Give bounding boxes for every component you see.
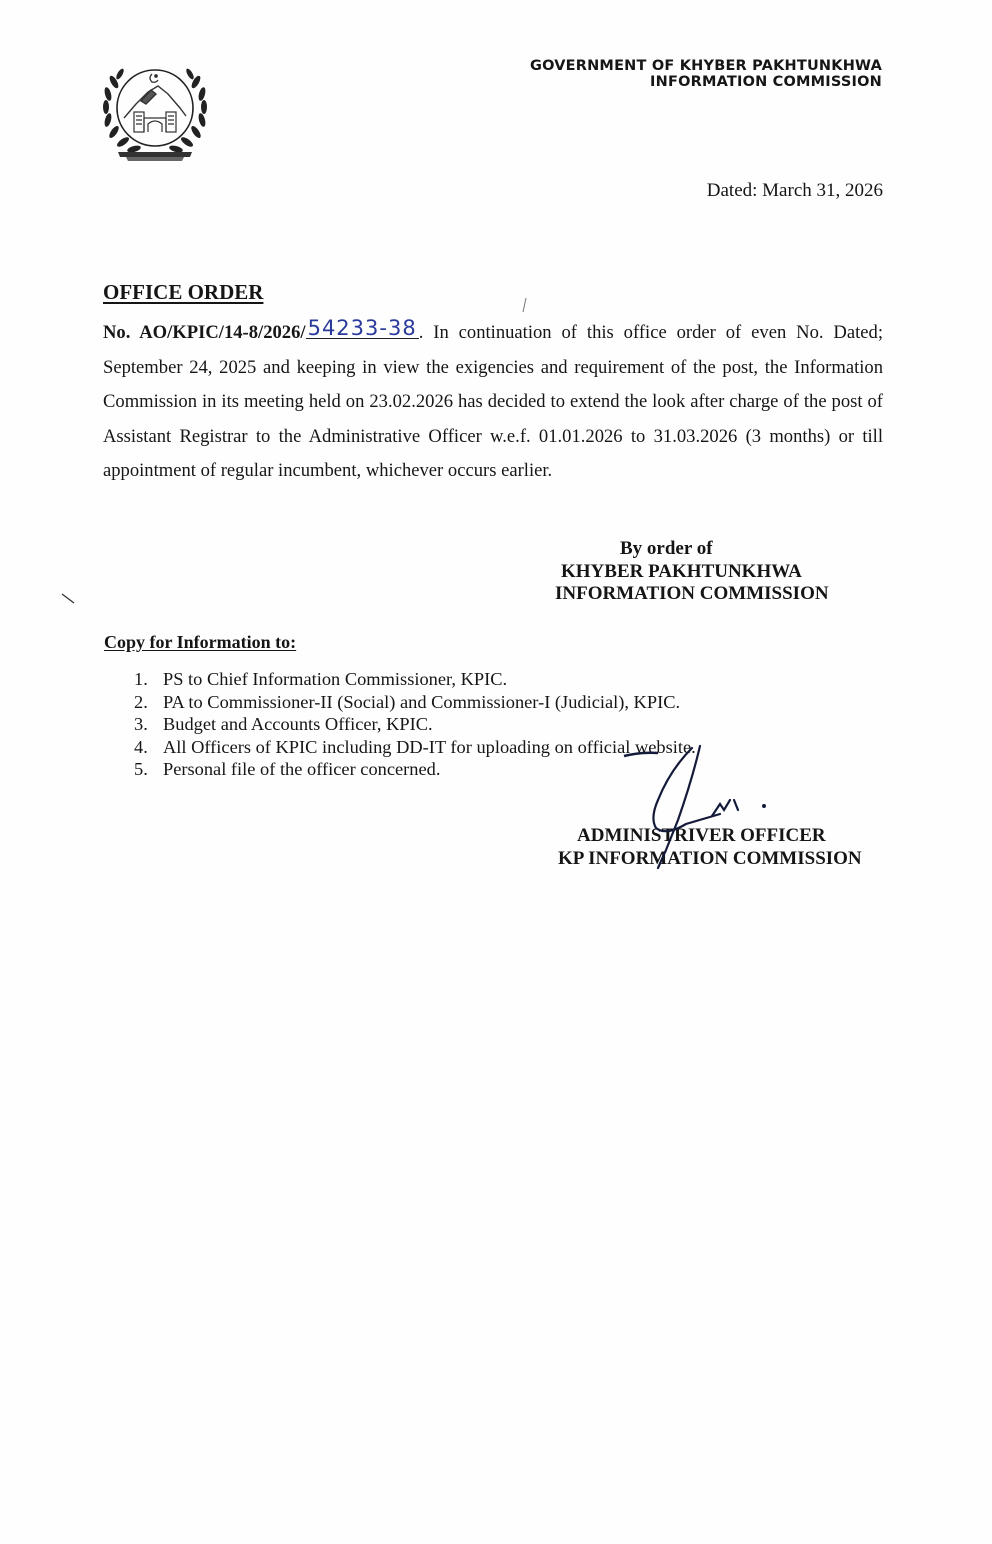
by-order-province: KHYBER PAKHTUNKHWA <box>561 560 802 582</box>
copy-item-number: 3. <box>134 714 148 734</box>
copy-item-text: All Officers of KPIC including DD-IT for uploading on official website. <box>163 736 696 757</box>
document-date: Dated: March 31, 2026 <box>706 180 883 201</box>
copy-item-text: Budget and Accounts Officer, KPIC. <box>163 714 433 734</box>
by-order-line: By order of <box>620 538 713 559</box>
order-body-text: . In continuation of this office order of even No. Dated; September 24, 2025 and keeping in view the exigencies and requirement of the post, the Information Commission in its meeting held on 23.02.2026 has decided to extend the look after charge of the post of Assistant Registrar to the Administrative Officer w.e.f. 01.01.2026 to 31.03.2026 (3 months) or till appointment of regular incumbent, whichever occurs earlier. <box>103 322 883 481</box>
order-reference: No. AO/KPIC/14-8/2026/ <box>103 322 306 343</box>
office-order-title: OFFICE ORDER <box>103 280 264 304</box>
copy-item-text: PA to Commissioner-II (Social) and Commissioner-I (Judicial), KPIC. <box>163 691 681 712</box>
copy-item-text: PS to Chief Information Commissioner, KPIC. <box>163 669 508 689</box>
by-order-commission: INFORMATION COMMISSION <box>555 583 829 604</box>
copy-item-number: 1. <box>134 669 148 689</box>
letterhead-government: GOVERNMENT OF KHYBER PAKHTUNKHWA <box>529 58 882 74</box>
letterhead <box>530 58 882 90</box>
handwritten-signature <box>600 740 790 890</box>
order-body <box>103 316 883 489</box>
letterhead-commission: INFORMATION COMMISSION <box>650 74 882 90</box>
copy-item-number: 4. <box>134 736 148 757</box>
government-emblem <box>96 56 214 168</box>
handwritten-dispatch-number: 54233-38 <box>307 316 417 340</box>
by-order-block <box>555 538 855 606</box>
stray-pen-mark <box>518 296 532 316</box>
copy-list-item <box>134 713 696 736</box>
signatory-title: ADMINISTRIVER OFFICER <box>577 825 826 846</box>
copy-item-text: Personal file of the officer concerned. <box>163 759 441 779</box>
khyber-gate-icon <box>134 112 176 132</box>
copy-for-information-title: Copy for Information to: <box>104 632 297 652</box>
underline-mark <box>624 753 658 756</box>
crescent-star-icon <box>150 74 158 82</box>
copy-list-item <box>134 668 696 691</box>
copy-item-number: 2. <box>134 691 148 712</box>
mountain-icon <box>124 86 186 118</box>
copy-item-number: 5. <box>134 759 148 779</box>
stray-pen-mark <box>60 592 80 606</box>
signatory-organization: KP INFORMATION COMMISSION <box>558 848 862 869</box>
emblem-ribbon <box>118 152 192 161</box>
copy-list-item <box>134 691 696 714</box>
